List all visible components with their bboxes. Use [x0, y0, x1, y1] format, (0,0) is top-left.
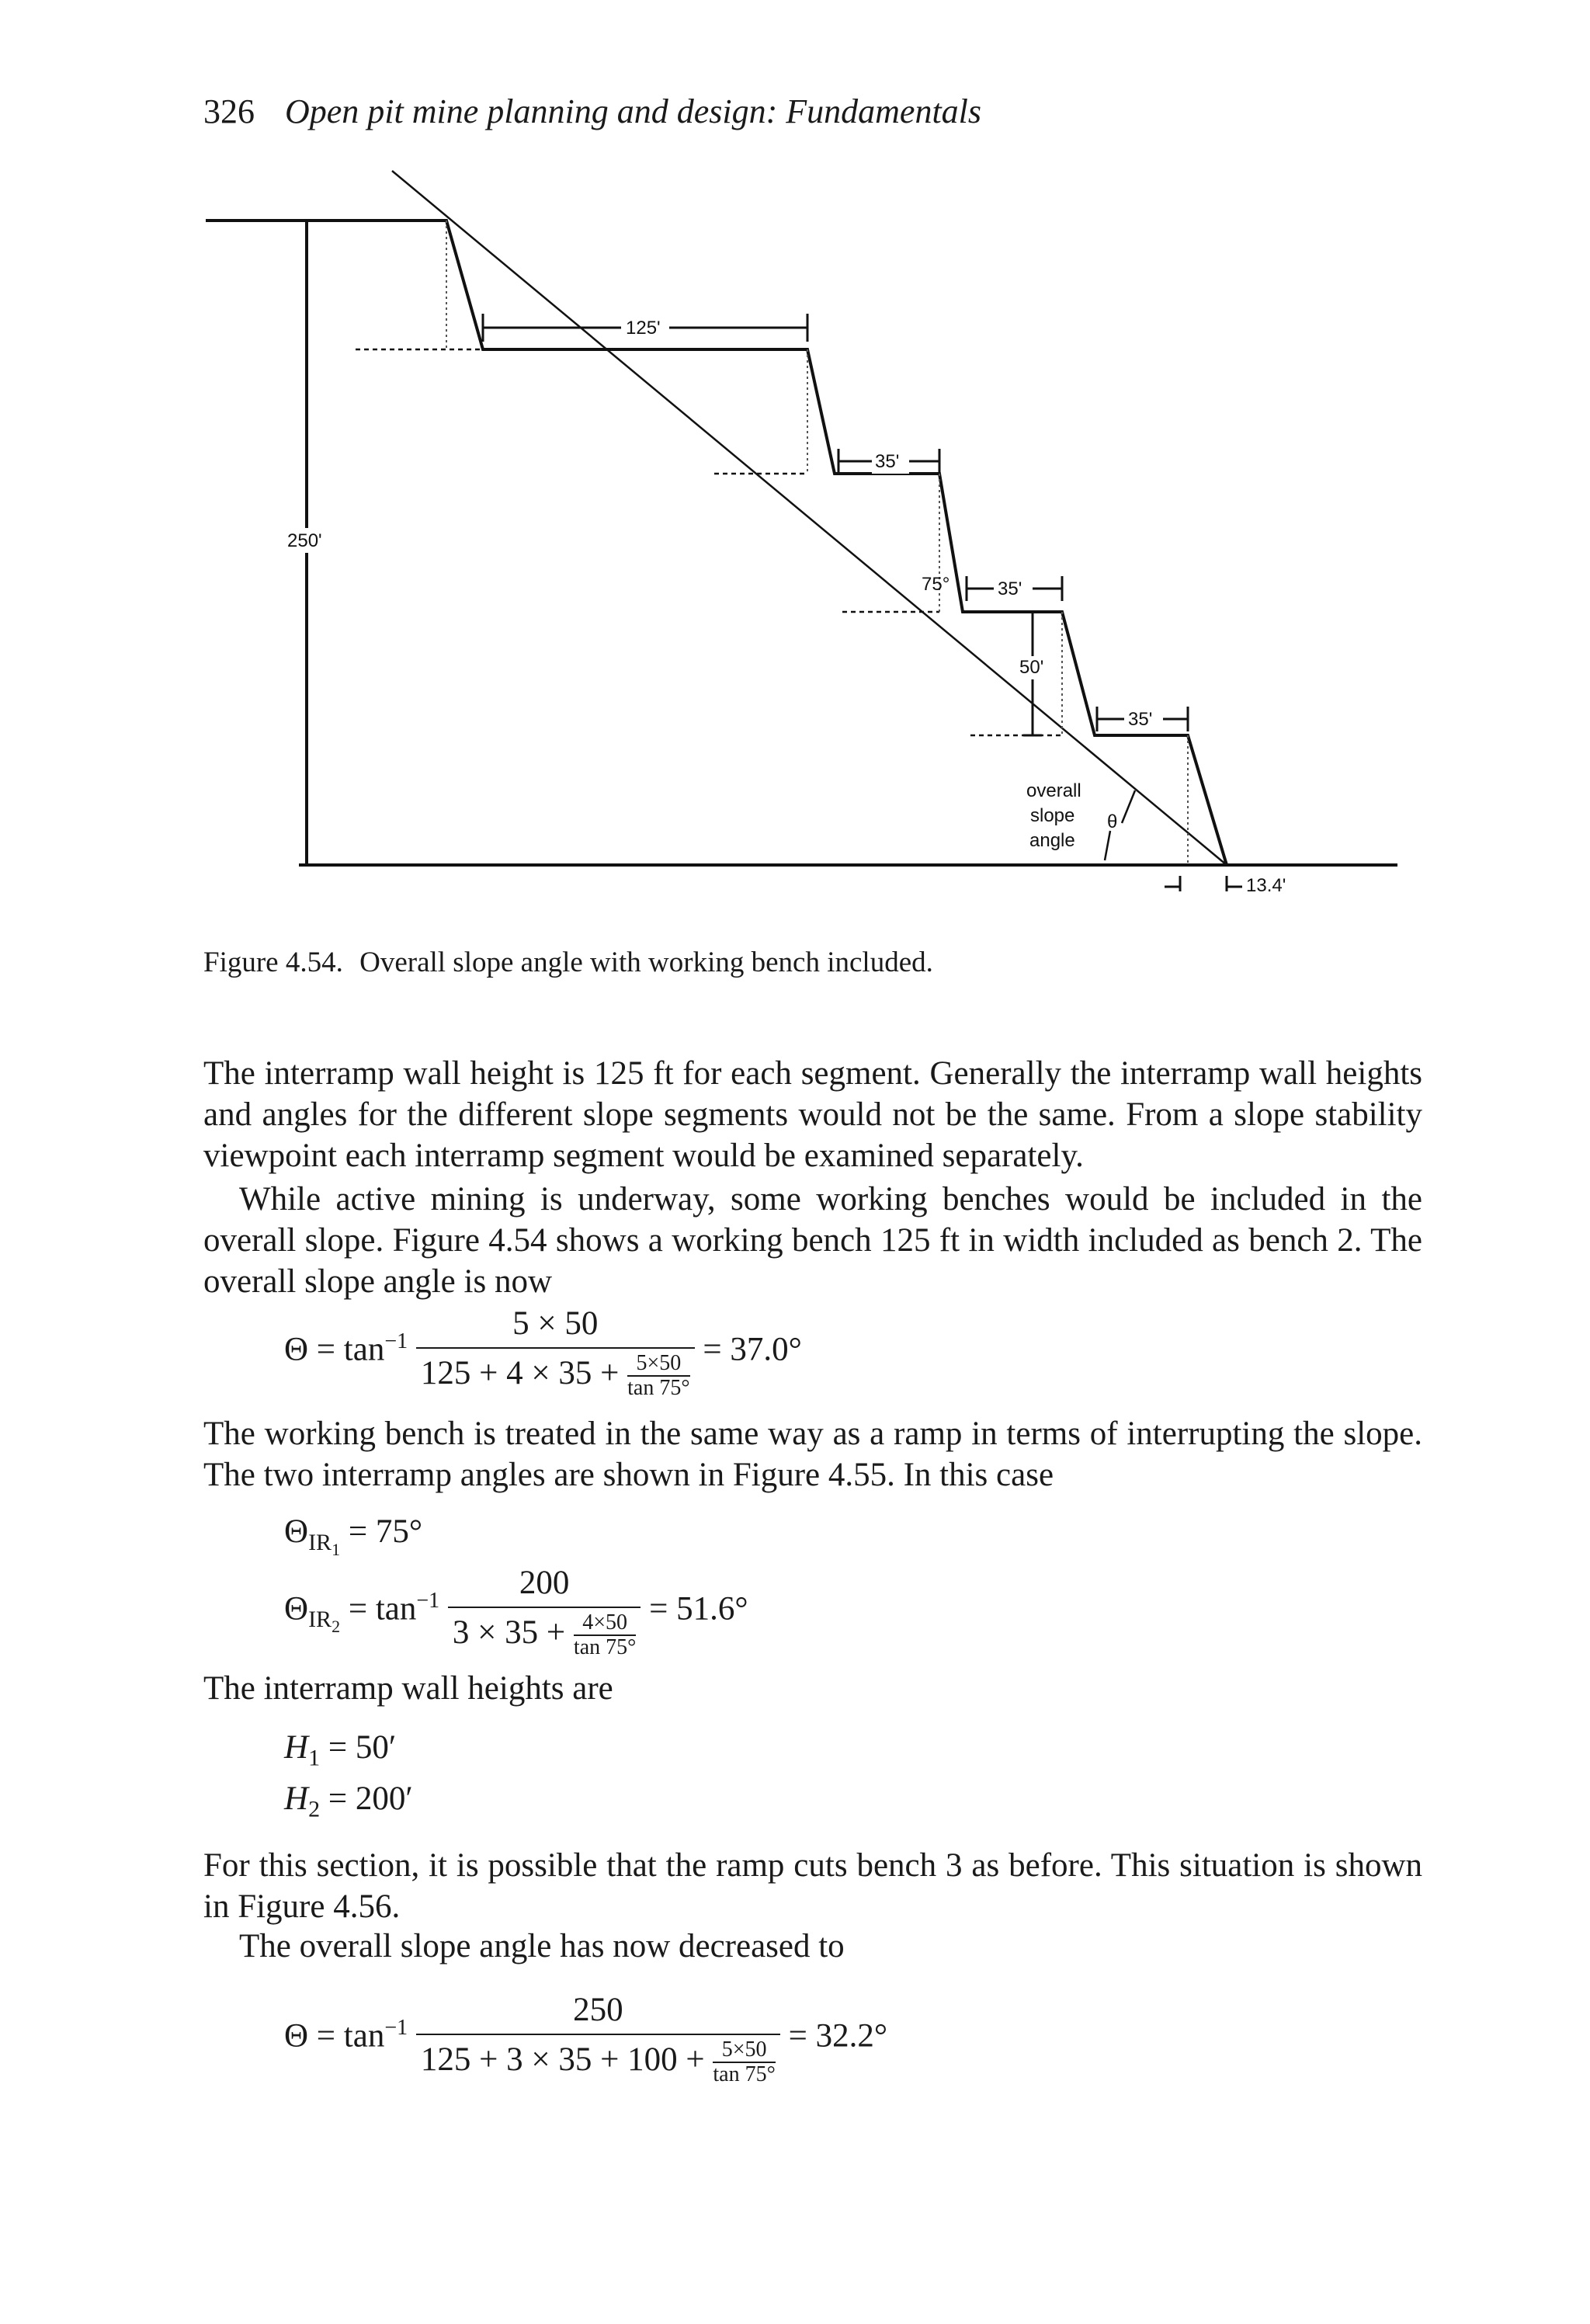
label-13-4: 13.4'	[1246, 875, 1286, 896]
equation-interramp-1: $\Theta_{IR_1} = 75^\circ$	[284, 1513, 423, 1559]
label-angle: angle	[1029, 830, 1075, 851]
label-overall: overall	[1026, 780, 1081, 801]
running-title: Open pit mine planning and design: Fundamentals	[285, 92, 982, 130]
page-number: 326	[203, 92, 255, 130]
figure-caption-text: Overall slope angle with working bench included.	[359, 947, 933, 978]
equation-height-1: $H_1 = 50'$	[284, 1729, 397, 1771]
label-theta: θ	[1107, 811, 1118, 832]
label-125: 125'	[626, 318, 661, 339]
paragraph-2: While active mining is underway, some working benches would be included in the overall slope. Figure 4.54 shows a working bench 125 ft in width included as bench 2. The overall slope angle is now	[203, 1181, 1422, 1300]
paragraph-6: The overall slope angle has now decreased to	[239, 1928, 845, 1964]
equation-overall-angle-1: $\Theta = \tan^{-1}$ 5 × 50 125 + 4 × 35 + $\frac{5\times 50}{\tan 75^\circ}$ = 37.0°	[284, 1305, 802, 1400]
paragraph-1: The interramp wall height is 125 ft for each segment. Generally the interramp wall heights and angles for the different slope segments would not be the same. From a slope stability viewpoint each interramp segment would be examined separately.	[203, 1055, 1422, 1174]
equation-interramp-2: $\Theta_{IR_2} = \tan^{-1}$ 200 3 × 35 + $\frac{4\times 50}{\tan 75^\circ}$ = 51.6°	[284, 1565, 748, 1659]
pit-wall-profile	[206, 221, 1397, 865]
paragraph-4: The interramp wall heights are	[203, 1670, 613, 1707]
figure-caption	[203, 946, 933, 979]
label-50: 50'	[1019, 657, 1044, 678]
equation-overall-angle-2: $\Theta = \tan^{-1}$ 250 125 + 3 × 35 + 100 + $\frac{5\times 50}{\tan 75^\circ}$ = 32.2°	[284, 1992, 888, 2086]
equation-height-2: $H_2 = 200'$	[284, 1780, 413, 1822]
label-slope: slope	[1030, 805, 1075, 826]
label-35-b: 35'	[998, 578, 1022, 599]
label-35-a: 35'	[875, 451, 900, 472]
overall-slope-line	[392, 171, 1227, 865]
label-75: 75°	[922, 574, 950, 595]
figure-caption-label: Figure 4.54.	[203, 947, 343, 978]
paragraph-5: For this section, it is possible that the ramp cuts bench 3 as before. This situation is shown in Figure 4.56.	[203, 1847, 1422, 1925]
label-250: 250'	[287, 530, 322, 551]
label-35-c: 35'	[1128, 709, 1153, 730]
paragraph-3: The working bench is treated in the same way as a ramp in terms of interrupting the slope. The two interramp angles are shown in Figure 4.55. In this case	[203, 1416, 1422, 1493]
figure-slope-diagram	[0, 0, 1590, 932]
